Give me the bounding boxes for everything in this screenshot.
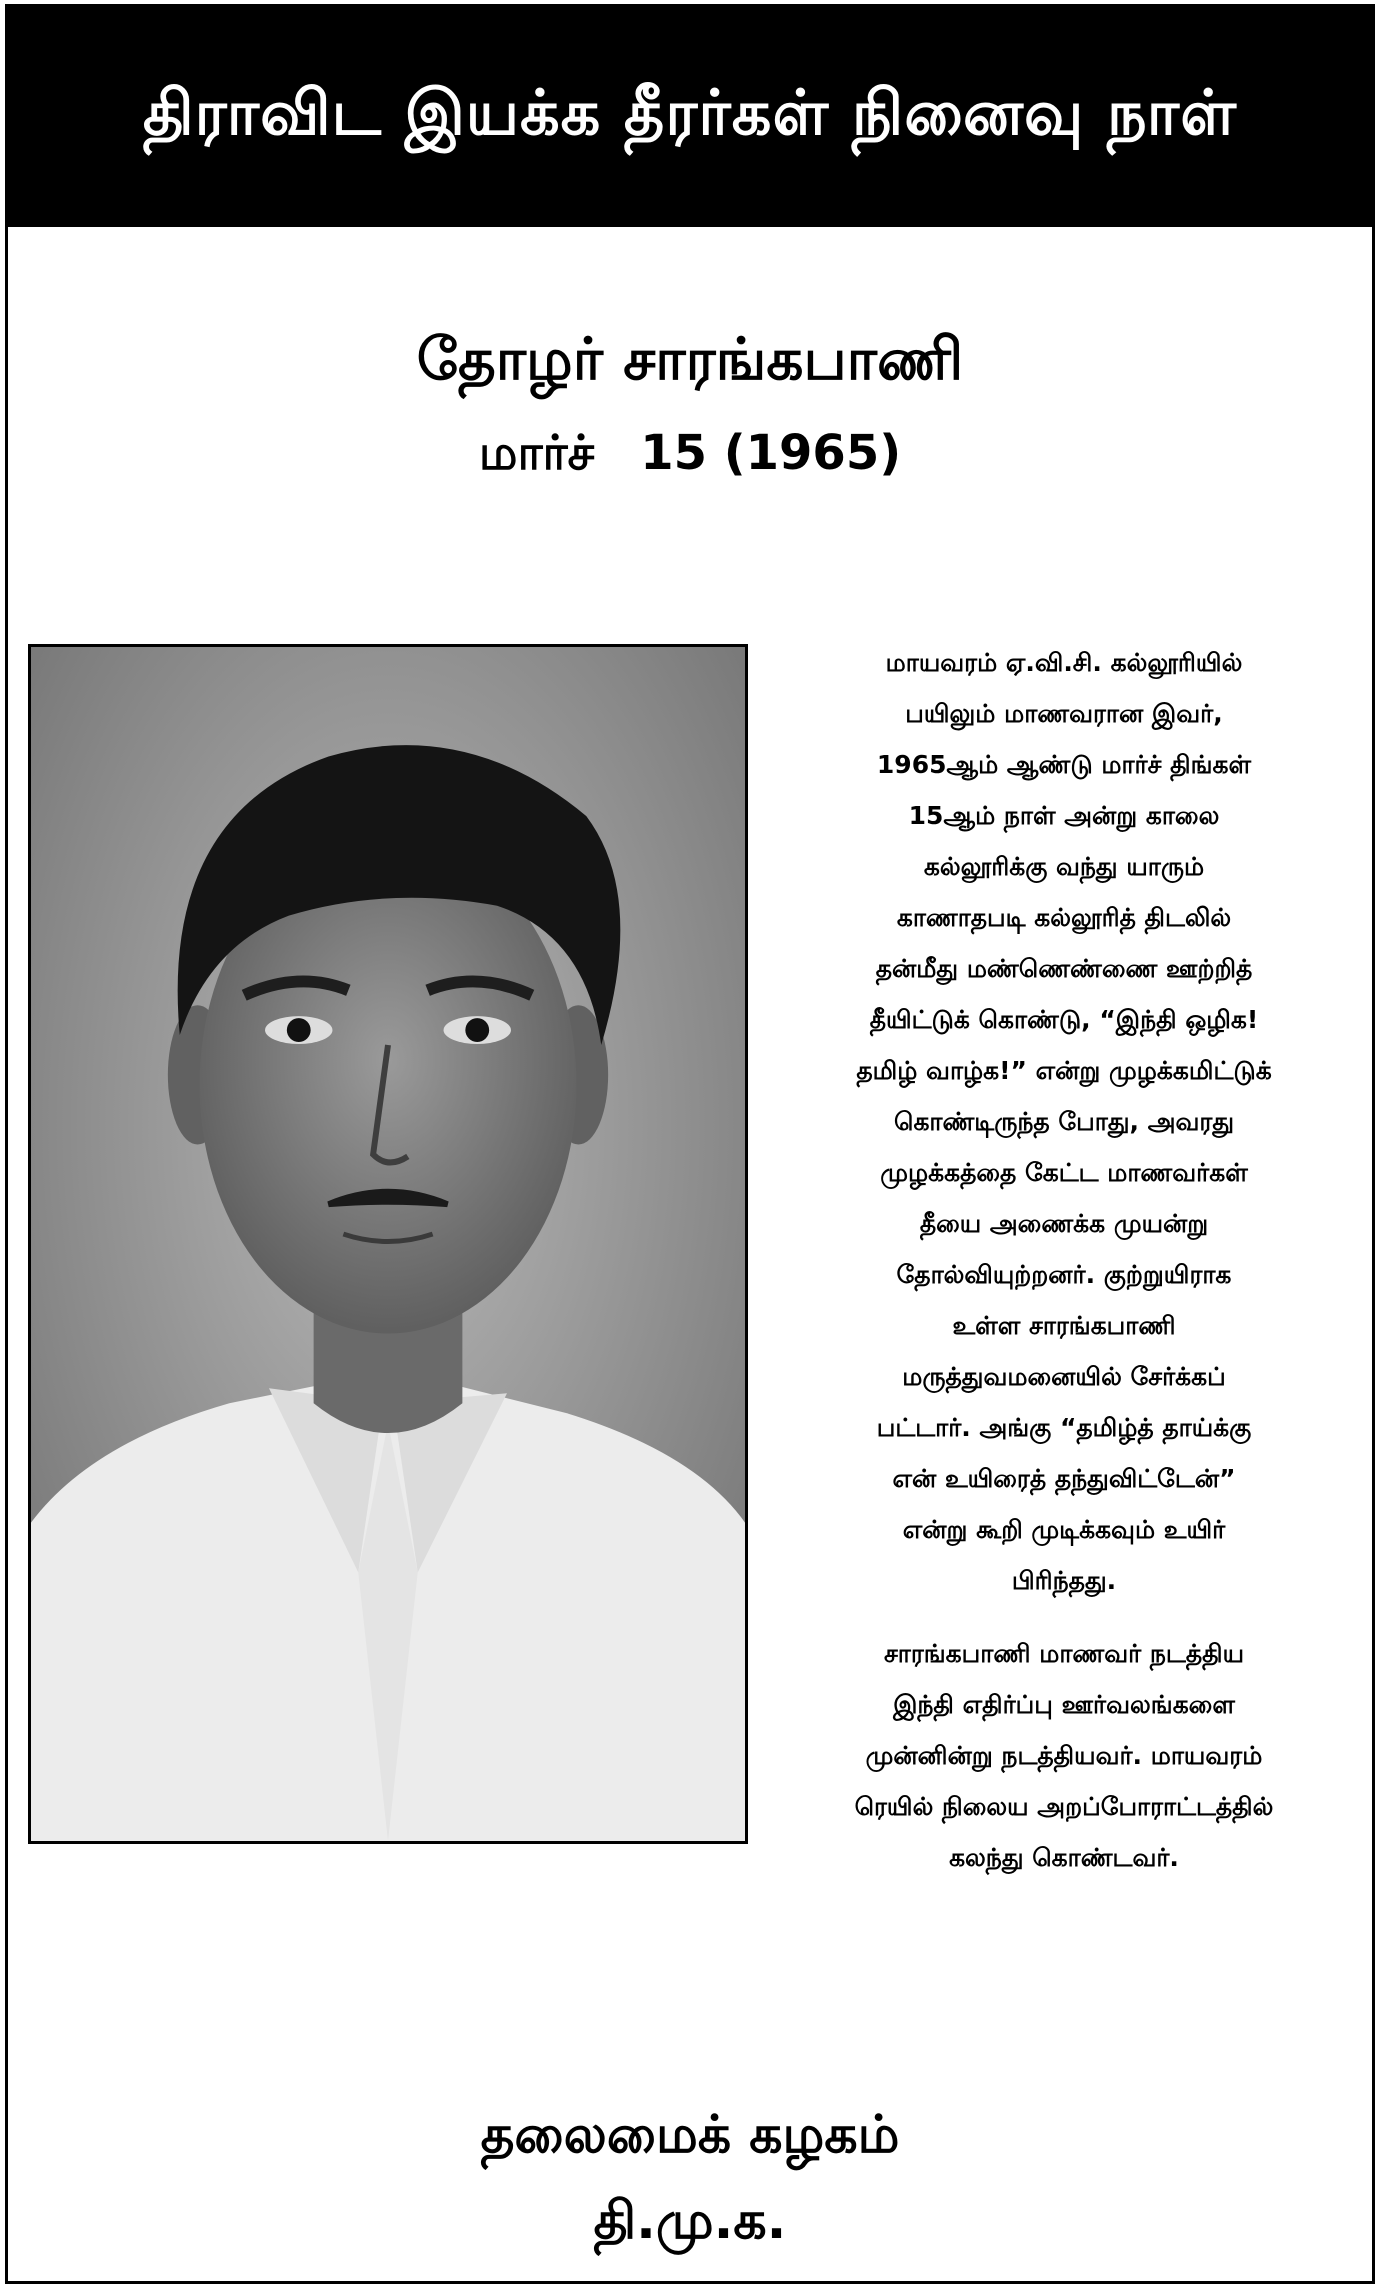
portrait-illustration — [31, 647, 745, 1841]
bio-line: முழக்கத்தை கேட்ட மாணவர்கள் — [880, 1158, 1248, 1187]
bio-line: உள்ள சாரங்கபாணி — [952, 1311, 1176, 1340]
bio-line: பயிலும் மாணவரான இவர், — [905, 699, 1223, 728]
poster-frame — [5, 4, 1375, 2284]
footer-organization: தலைமைக் கழகம் — [480, 2105, 900, 2165]
biography-text — [760, 637, 1368, 1883]
bio-line: ரெயில் நிலைய அறப்போராட்டத்தில் — [854, 1792, 1274, 1821]
bio-line: கொண்டிருந்த போது, அவரது — [893, 1107, 1234, 1136]
bio-line: என்று கூறி முடிக்கவும் உயிர் — [902, 1515, 1226, 1544]
portrait-photo — [28, 644, 748, 1844]
bio-line: மருத்துவமனையில் சேர்க்கப் — [902, 1362, 1226, 1391]
date-day-year: 15 (1965) — [640, 425, 902, 481]
bio-line: தமிழ் வாழ்க!” என்று முழக்கமிட்டுக் — [856, 1056, 1272, 1085]
date-month: மார்ச் — [478, 425, 595, 481]
bio-line: கல்லூரிக்கு வந்து யாரும் — [923, 852, 1205, 881]
bio-line: முன்னின்று நடத்தியவர். மாயவரம் — [865, 1741, 1263, 1770]
bio-line: என் உயிரைத் தந்துவிட்டேன்” — [892, 1464, 1236, 1493]
bio-line: காணாதபடி கல்லூரித் திடலில் — [896, 903, 1232, 932]
footer-party-name: தி.மு.க. — [593, 2191, 787, 2251]
bio-line: கலந்து கொண்டவர். — [949, 1843, 1179, 1872]
bio-line: தன்மீது மண்ணெண்ணை ஊற்றித் — [875, 954, 1253, 983]
bio-line: 15ஆம் நாள் அன்று காலை — [908, 801, 1220, 830]
bio-line: பிரிந்தது. — [1011, 1566, 1117, 1595]
bio-line: இந்தி எதிர்ப்பு ஊர்வலங்களை — [893, 1690, 1235, 1719]
banner-title: திராவிட இயக்க தீரர்கள் நினைவு நாள் — [142, 76, 1238, 149]
person-name: தோழர் சாரங்கபாணி — [416, 325, 964, 393]
bio-line: தீயை அணைக்க முயன்று — [919, 1209, 1209, 1238]
bio-line: மாயவரம் ஏ.வி.சி. கல்லூரியில் — [885, 648, 1243, 677]
header-banner — [8, 7, 1372, 227]
biography-paragraph-1 — [760, 637, 1368, 1606]
bio-line: சாரங்கபாணி மாணவர் நடத்திய — [883, 1639, 1245, 1668]
biography-paragraph-2 — [760, 1628, 1368, 1883]
memorial-date — [8, 425, 1372, 487]
bio-line: 1965ஆம் ஆண்டு மார்ச் திங்கள் — [876, 750, 1252, 779]
bio-line: தீயிட்டுக் கொண்டு, “இந்தி ஒழிக! — [869, 1005, 1259, 1034]
bio-line: பட்டார். அங்கு “தமிழ்த் தாய்க்கு — [876, 1413, 1252, 1442]
bio-line: தோல்வியுற்றனர். குற்றுயிராக — [896, 1260, 1232, 1289]
